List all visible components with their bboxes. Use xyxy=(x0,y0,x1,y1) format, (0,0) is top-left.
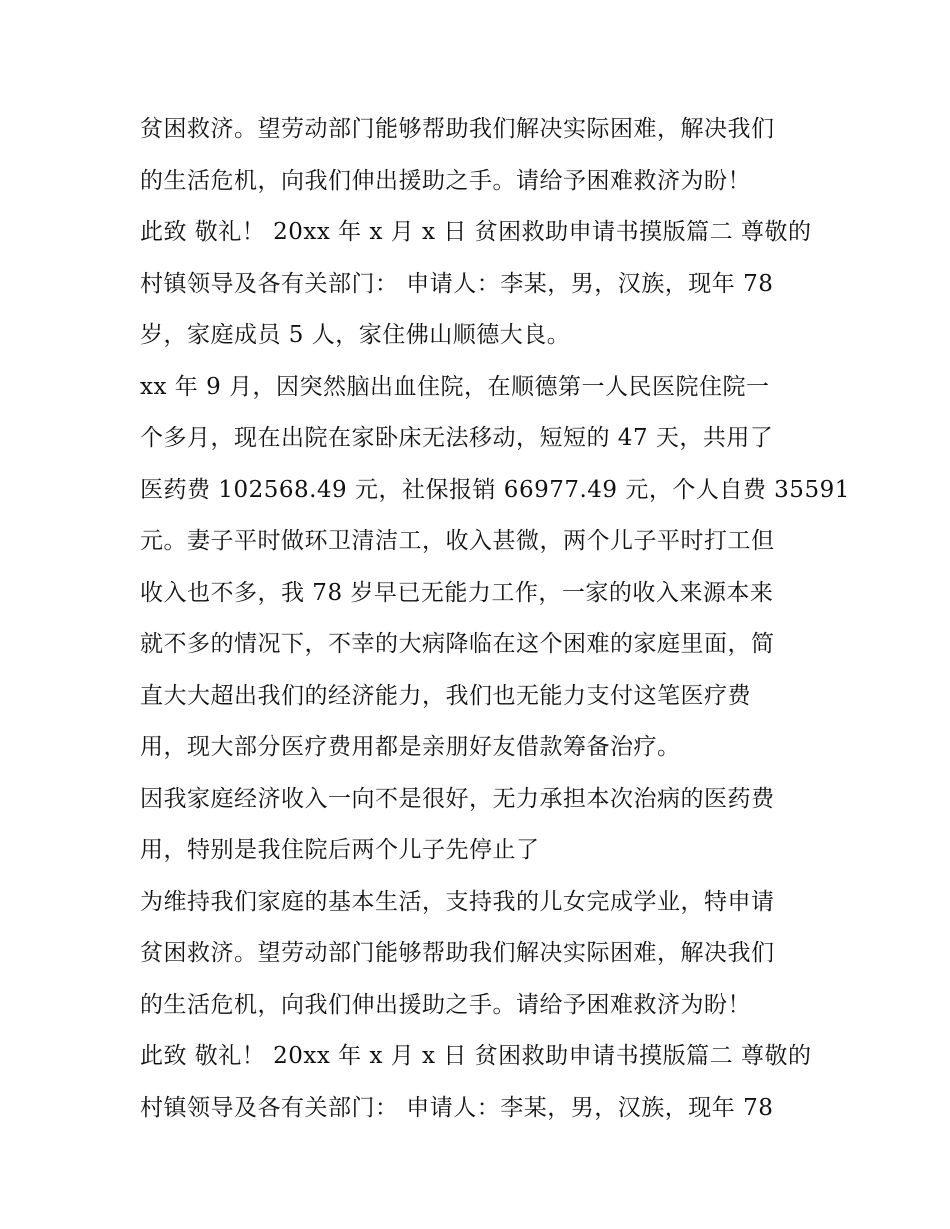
text-line: 元。妻子平时做环卫清洁工，收入甚微，两个儿子平时打工但 xyxy=(140,528,775,554)
text-line: 贫困救济。望劳动部门能够帮助我们解决实际困难，解决我们 xyxy=(140,116,775,142)
document-body xyxy=(140,104,850,1134)
text-line: 用，现大部分医疗费用都是亲朋好友借款筹备治疗。 xyxy=(140,734,681,760)
text-line: xx 年 9 月，因突然脑出血住院，在顺德第一人民医院住院一 xyxy=(140,373,770,400)
text-line: 的生活危机，向我们伸出援助之手。请给予困难救济为盼！ xyxy=(140,991,751,1018)
text-line: 贫困救济。望劳动部门能够帮助我们解决实际困难，解决我们 xyxy=(140,940,775,966)
text-line: 此致 敬礼！ 20xx 年 x 月 x 日 贫困救助申请书摸版篇二 尊敬的 xyxy=(140,1043,812,1069)
text-line: 用，特别是我住院后两个儿子先停止了 xyxy=(140,837,540,863)
text-line: 此致 敬礼！ 20xx 年 x 月 x 日 贫困救助申请书摸版篇二 尊敬的 xyxy=(140,219,812,245)
text-line: 因我家庭经济收入一向不是很好，无力承担本次治病的医药费 xyxy=(140,785,775,812)
text-line: 就不多的情况下，不幸的大病降临在这个困难的家庭里面，简 xyxy=(140,631,775,657)
text-line: 个多月，现在出院在家卧床无法移动，短短的 47 天，共用了 xyxy=(140,425,774,451)
text-line: 村镇领导及各有关部门： 申请人：李某，男，汉族，现年 78 xyxy=(140,1094,774,1121)
text-line: 直大大超出我们的经济能力，我们也无能力支付这笔医疗费 xyxy=(140,682,751,709)
text-line: 村镇领导及各有关部门： 申请人：李某，男，汉族，现年 78 xyxy=(140,270,774,297)
text-line: 收入也不多，我 78 岁早已无能力工作，一家的收入来源本来 xyxy=(140,579,774,606)
text-line: 的生活危机，向我们伸出援助之手。请给予困难救济为盼！ xyxy=(140,167,751,194)
text-line: 为维持我们家庭的基本生活，支持我的儿女完成学业，特申请 xyxy=(140,888,775,915)
text-line: 医药费 102568.49 元，社保报销 66977.49 元，个人自费 35591 xyxy=(140,476,850,503)
text-line: 岁，家庭成员 5 人，家住佛山顺德大良。 xyxy=(140,322,571,348)
